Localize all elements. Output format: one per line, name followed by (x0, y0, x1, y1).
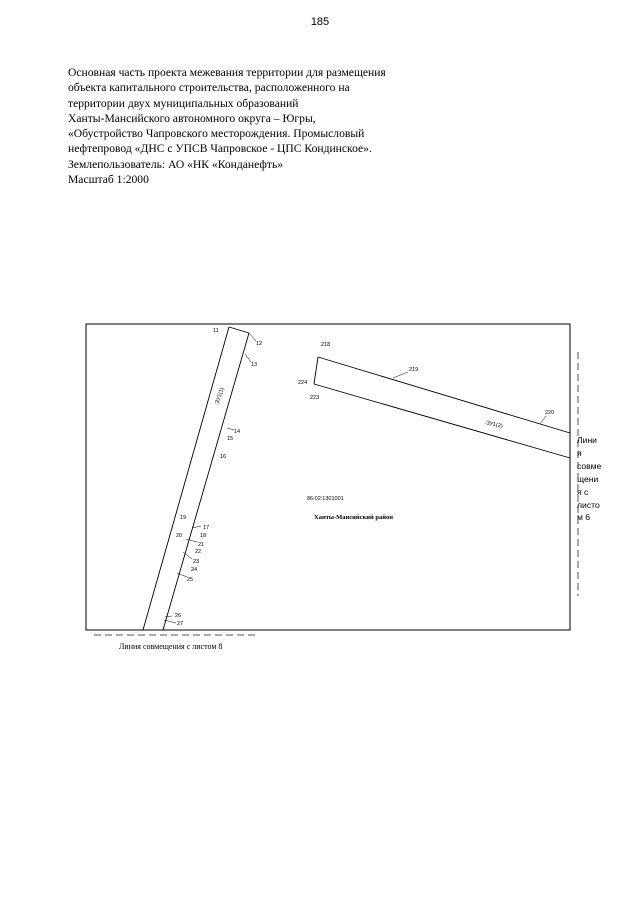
point-leader (165, 616, 172, 617)
point-leader (227, 428, 234, 430)
right-match-caption (577, 434, 617, 524)
bottom-match-caption: Линия совмещения с листом 8 (119, 642, 223, 651)
point-label-27: 27 (177, 621, 184, 627)
cadastral-quarter-label: 86:02:1301001 (307, 496, 344, 502)
parcel-boundary (163, 333, 249, 630)
header-line: «Обустройство Чапровского месторождения. Промысловый (68, 127, 365, 141)
caption-line: щени (577, 473, 599, 484)
point-label-25: 25 (187, 577, 194, 583)
point-label-13: 13 (251, 362, 258, 368)
point-label-17: 17 (203, 525, 210, 531)
header-line: Основная часть проекта межевания территории для размещения (68, 66, 386, 79)
header-line: объекта капитального строительства, расположенного на (68, 81, 350, 95)
point-label-21: 21 (198, 542, 205, 548)
point-label-24: 24 (191, 567, 198, 573)
point-label-220: 220 (545, 410, 555, 416)
parcel-label-left: :ЗУ1(1) (214, 386, 226, 406)
point-leader (393, 372, 408, 378)
caption-line: я (577, 447, 582, 458)
point-leader (249, 333, 256, 341)
caption-line: м 6 (577, 512, 591, 523)
district-label: Ханты-Мансийский район (314, 514, 393, 521)
point-label-12: 12 (256, 341, 263, 347)
caption-line: листо (577, 499, 600, 510)
caption-line: Лини (577, 435, 597, 445)
point-label-26: 26 (175, 613, 182, 619)
point-leader (245, 354, 251, 362)
land-user-line: Землепользователь: АО «НК «Конданефть» (68, 157, 284, 171)
point-label-23: 23 (193, 559, 200, 565)
caption-line: совме (577, 460, 602, 471)
point-label-18: 18 (200, 533, 207, 539)
point-label-11: 11 (213, 328, 219, 334)
parcel-label-right: :ЗУ1(2) (484, 420, 504, 430)
point-label-14: 14 (234, 429, 241, 435)
point-label-20: 20 (176, 533, 183, 539)
point-label-16: 16 (220, 454, 227, 460)
point-label-224: 224 (298, 380, 308, 386)
header-line: нефтепровод «ДНС с УПСВ Чапровское - ЦПС Кондинское». (68, 142, 372, 156)
point-label-219: 219 (409, 367, 419, 373)
point-label-218: 218 (321, 342, 331, 348)
point-label-19: 19 (180, 515, 187, 521)
parcel-boundary (314, 357, 318, 384)
page-number: 185 (310, 16, 330, 28)
point-label-15: 15 (227, 436, 234, 442)
header-line: Ханты-Мансийского автономного округа – Югры, (68, 111, 316, 125)
caption-line: я с (577, 486, 589, 497)
header-line: территории двух муниципальных образований (68, 96, 299, 110)
point-label-22: 22 (195, 549, 202, 555)
map-frame (86, 324, 570, 630)
point-label-223: 223 (310, 395, 320, 401)
point-leader (540, 416, 546, 424)
scale-line: Масштаб 1:2000 (68, 173, 149, 187)
point-leader (186, 539, 197, 542)
parcel-boundary (143, 327, 229, 630)
parcel-boundary (229, 327, 249, 333)
